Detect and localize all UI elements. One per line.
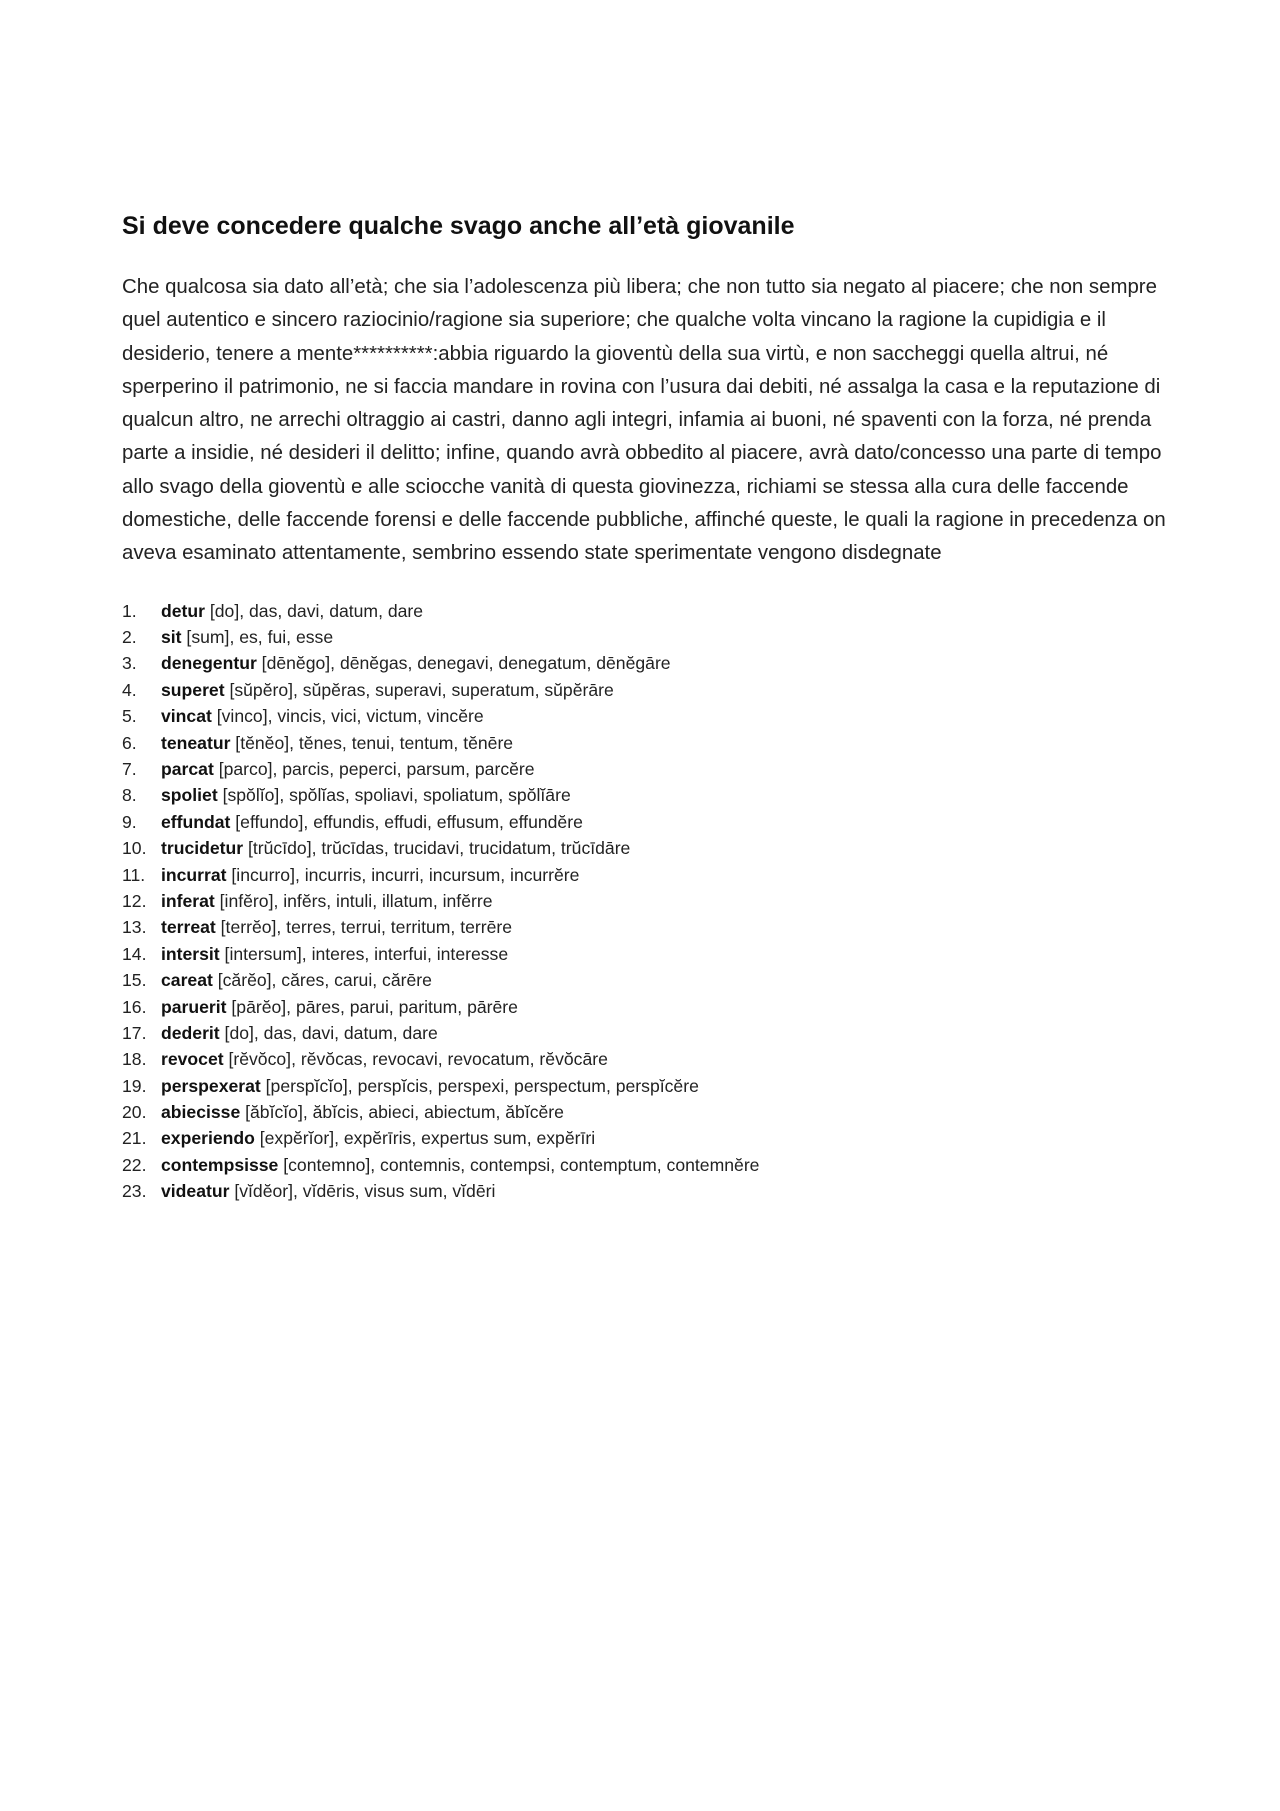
vocab-number: 12. xyxy=(122,890,147,911)
vocab-forms: [ăbĭcĭo], ăbĭcis, abieci, abiectum, ăbĭcĕre xyxy=(240,1102,564,1123)
vocab-word: intersit xyxy=(161,943,220,964)
vocab-forms: [spŏlĭo], spŏlĭas, spoliavi, spoliatum, spŏlĭāre xyxy=(217,785,571,806)
vocab-number: 20. xyxy=(122,1102,147,1123)
vocab-word: teneatur xyxy=(161,732,231,753)
vocab-number: 3. xyxy=(122,653,137,674)
vocab-forms: [contemno], contemnis, contempsi, contemptum, contemnĕre xyxy=(278,1154,760,1175)
vocab-word: inferat xyxy=(161,890,215,911)
vocab-number: 4. xyxy=(122,679,137,700)
vocab-word: dederit xyxy=(161,1022,220,1043)
document-title: Si deve concedere qualche svago anche all’età giovanile xyxy=(122,212,795,240)
vocab-item xyxy=(122,598,1167,624)
vocab-number: 16. xyxy=(122,996,147,1017)
vocab-item xyxy=(122,862,1167,888)
vocab-word: superet xyxy=(161,679,225,700)
vocab-word: effundat xyxy=(161,811,231,832)
vocab-word: spoliet xyxy=(161,785,218,806)
vocab-forms: [parco], parcis, peperci, parsum, parcĕre xyxy=(213,759,535,780)
vocab-number: 11. xyxy=(122,864,146,885)
vocabulary-list xyxy=(122,598,1167,1205)
vocab-word: videatur xyxy=(161,1181,230,1202)
vocab-item xyxy=(122,1099,1167,1125)
vocab-word: abiecisse xyxy=(161,1102,241,1123)
vocab-forms: [vinco], vincis, vici, victum, vincĕre xyxy=(211,706,484,727)
vocab-number: 8. xyxy=(122,785,137,806)
vocab-forms: [rĕvŏco], rĕvŏcas, revocavi, revocatum, rĕvŏcāre xyxy=(223,1049,608,1070)
vocab-item xyxy=(122,809,1167,835)
vocab-number: 9. xyxy=(122,811,137,832)
vocab-item xyxy=(122,1125,1167,1151)
vocab-item xyxy=(122,677,1167,703)
vocab-number: 17. xyxy=(122,1022,147,1043)
vocab-item xyxy=(122,914,1167,940)
vocab-forms: [sŭpĕro], sŭpĕras, superavi, superatum, sŭpĕrāre xyxy=(224,679,614,700)
vocab-word: careat xyxy=(161,970,213,991)
vocab-word: sit xyxy=(161,627,182,648)
vocab-number: 14. xyxy=(122,943,147,964)
vocab-forms: [pārĕo], pāres, parui, paritum, pārēre xyxy=(226,996,518,1017)
vocab-item xyxy=(122,1178,1167,1204)
vocab-number: 23. xyxy=(122,1181,147,1202)
vocab-forms: [perspĭcĭo], perspĭcis, perspexi, perspectum, perspĭcĕre xyxy=(260,1075,699,1096)
vocab-item xyxy=(122,756,1167,782)
vocab-word: detur xyxy=(161,600,205,621)
vocab-forms: [dēnĕgo], dēnĕgas, denegavi, denegatum, dēnĕgāre xyxy=(256,653,671,674)
vocab-item xyxy=(122,650,1167,676)
vocab-number: 1. xyxy=(122,600,137,621)
vocab-forms: [terrĕo], terres, terrui, territum, terrēre xyxy=(215,917,513,938)
vocab-forms: [trŭcīdo], trŭcīdas, trucidavi, trucidatum, trŭcīdāre xyxy=(243,838,631,859)
vocab-item xyxy=(122,730,1167,756)
vocab-word: experiendo xyxy=(161,1128,255,1149)
document-page xyxy=(122,208,1167,1205)
vocab-forms: [intersum], interes, interfui, interesse xyxy=(219,943,509,964)
vocab-item xyxy=(122,703,1167,729)
document-paragraph: Che qualcosa sia dato all’età; che sia l’adolescenza più libera; che non tutto sia negato al piacere; che non sempre quel autentico e sincero raziocinio/ragione sia superiore; che qualche volta vincano la ragione la cupidigia e il desiderio, tenere a mente**********:abbia riguardo la gioventù della sua virtù, e non saccheggi quella altrui, né sperperino il patrimonio, ne si faccia mandare in rovina con l’usura dai debiti, né assalga la casa e la reputazione di qualcun altro, ne arrechi oltraggio ai castri, danno agli integri, infamia ai buoni, né spaventi con la forza, né prenda parte a insidie, né desideri il delitto; infine, quando avrà obbedito al piacere, avrà dato/concesso una parte di tempo allo svago della gioventù e alle sciocche vanità di questa giovinezza, richiami se stessa alla cura delle faccende domestiche, delle faccende forensi e delle faccende pubbliche, affinché queste, le quali la ragione in precedenza on aveva esaminato attentamente, sembrino essendo state sperimentate vengono disdegnate xyxy=(122,276,1166,565)
vocab-word: paruerit xyxy=(161,996,227,1017)
vocab-forms: [infĕro], infĕrs, intuli, illatum, infĕrre xyxy=(214,890,493,911)
vocab-item xyxy=(122,624,1167,650)
vocab-number: 6. xyxy=(122,732,137,753)
vocab-forms: [incurro], incurris, incurri, incursum, incurrĕre xyxy=(226,864,580,885)
vocab-item xyxy=(122,835,1167,861)
vocab-item xyxy=(122,967,1167,993)
vocab-number: 22. xyxy=(122,1154,147,1175)
vocab-word: contempsisse xyxy=(161,1154,279,1175)
vocab-number: 21. xyxy=(122,1128,147,1149)
vocab-item xyxy=(122,782,1167,808)
vocab-number: 7. xyxy=(122,759,137,780)
vocab-item xyxy=(122,994,1167,1020)
vocab-word: revocet xyxy=(161,1049,224,1070)
vocab-number: 5. xyxy=(122,706,137,727)
vocab-item xyxy=(122,1020,1167,1046)
vocab-item xyxy=(122,941,1167,967)
vocab-number: 10. xyxy=(122,838,147,859)
vocab-number: 19. xyxy=(122,1075,147,1096)
vocab-word: trucidetur xyxy=(161,838,244,859)
vocab-word: perspexerat xyxy=(161,1075,261,1096)
vocab-forms: [expĕrĭor], expĕrīris, expertus sum, expĕrīri xyxy=(254,1128,596,1149)
vocab-word: denegentur xyxy=(161,653,257,674)
vocab-number: 13. xyxy=(122,917,147,938)
vocab-item xyxy=(122,1073,1167,1099)
vocab-item xyxy=(122,888,1167,914)
vocab-forms: [vĭdĕor], vĭdēris, visus sum, vĭdēri xyxy=(229,1181,496,1202)
vocab-forms: [effundo], effundis, effudi, effusum, effundĕre xyxy=(230,811,583,832)
vocab-forms: [do], das, davi, datum, dare xyxy=(219,1022,438,1043)
vocab-number: 18. xyxy=(122,1049,147,1070)
vocab-forms: [do], das, davi, datum, dare xyxy=(204,600,424,621)
vocab-forms: [sum], es, fui, esse xyxy=(181,627,334,648)
vocab-word: terreat xyxy=(161,917,216,938)
vocab-number: 15. xyxy=(122,970,147,991)
vocab-forms: [cărĕo], căres, carui, cărēre xyxy=(212,970,432,991)
vocab-word: vincat xyxy=(161,706,212,727)
vocab-item xyxy=(122,1046,1167,1072)
vocab-word: parcat xyxy=(161,759,214,780)
vocab-item xyxy=(122,1152,1167,1178)
vocab-word: incurrat xyxy=(161,864,227,885)
vocab-forms: [tĕnĕo], tĕnes, tenui, tentum, tĕnēre xyxy=(230,732,514,753)
vocab-number: 2. xyxy=(122,627,137,648)
